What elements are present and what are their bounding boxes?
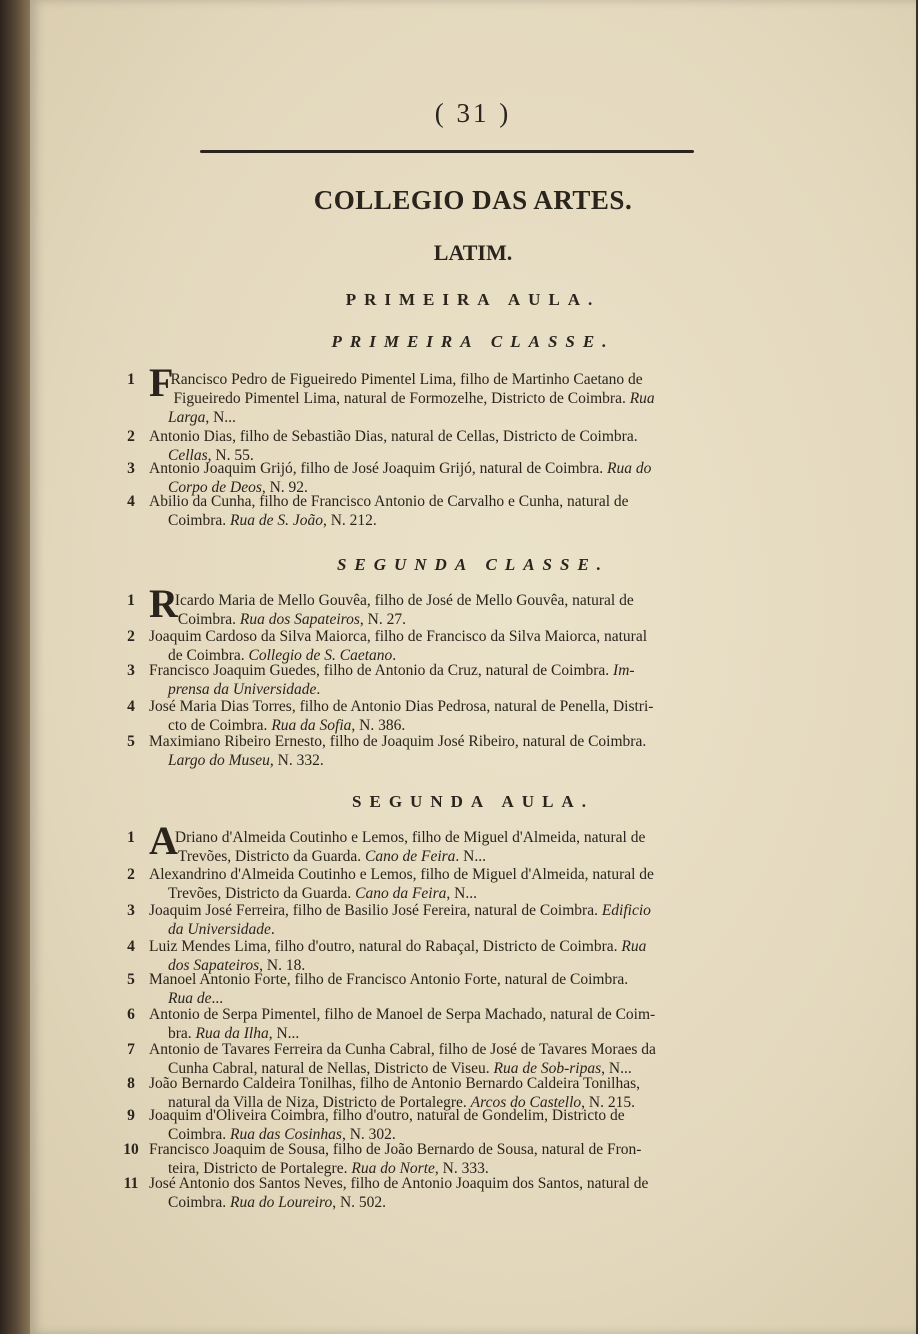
entry-address-1: Rua xyxy=(621,938,647,955)
entry-number: 7 xyxy=(127,1041,135,1058)
entry-address-2: Corpo de Deos xyxy=(168,479,262,496)
entry-line-2-tail: , N. 212. xyxy=(322,512,377,529)
entry-line-2-tail: , N. 332. xyxy=(269,752,324,769)
entry-number: 4 xyxy=(127,493,135,510)
entry-text xyxy=(149,661,764,699)
entry-address-2: Rua da Ilha xyxy=(195,1025,269,1042)
entry-number: 4 xyxy=(127,698,135,715)
section-subtitle: LATIM. xyxy=(433,240,513,265)
drop-cap: F xyxy=(149,360,174,405)
entry-text xyxy=(149,901,764,939)
classe-heading-2: SEGUNDA CLASSE. xyxy=(336,555,610,574)
entry-line-1-text: Antonio de Tavares Ferreira da Cunha Cabral, filho de José de Tavares Moraes da xyxy=(149,1041,656,1058)
entry-line-1 xyxy=(149,1174,764,1193)
entry-line-2-tail: ... xyxy=(211,990,224,1007)
entry-line-2-tail: , N. 502. xyxy=(332,1194,387,1211)
entry-line-2 xyxy=(152,389,764,408)
entry-line-1-text: Driano d'Almeida Coutinho e Lemos, filho de Miguel d'Almeida, natural de xyxy=(174,829,646,846)
entry-address-1: Rua do xyxy=(607,460,652,477)
entry-line-2-tail: , N... xyxy=(446,885,477,902)
entry-number: 9 xyxy=(127,1107,135,1124)
entry-line-1 xyxy=(149,1074,764,1093)
entry-number: 10 xyxy=(123,1141,139,1158)
entry-line-1 xyxy=(149,627,764,646)
entry-number: 3 xyxy=(127,662,135,679)
entry-line-1 xyxy=(149,970,764,989)
entry-text xyxy=(149,627,764,665)
entry-address-2: Rua de xyxy=(168,990,212,1007)
entry-address-2: Rua do Norte xyxy=(351,1160,435,1177)
entry-number: 5 xyxy=(127,733,135,750)
entry-line-1-text: Joaquim d'Oliveira Coimbra, filho d'outro, natural de Gondelim, Districto de xyxy=(149,1107,625,1124)
entry-line-1-text: José Maria Dias Torres, filho de Antonio Dias Pedrosa, natural de Penella, Distri- xyxy=(149,698,654,715)
entry-line-2-tail: , N. 302. xyxy=(341,1126,396,1143)
entry-line-2-tail: , N. 92. xyxy=(261,479,308,496)
entry-line-2-tail: , N... xyxy=(268,1025,300,1042)
entry-address-2: Cano da Feira xyxy=(355,885,447,902)
entry-line-1 xyxy=(149,492,764,511)
entry-number: 2 xyxy=(127,866,135,883)
entry-line-2-prefix: Trevões, Districto da Guarda. xyxy=(168,885,356,902)
entry-line-2-prefix: teira, Districto de Portalegre. xyxy=(168,1160,352,1177)
entry-text xyxy=(149,1005,764,1043)
entry-line-1-text: Antonio Joaquim Grijó, filho de José Joaquim Grijó, natural de Coimbra. xyxy=(149,460,604,477)
entry-line-2-tail: , N. 386. xyxy=(351,717,406,734)
book-page xyxy=(30,0,916,1334)
entry-line-2 xyxy=(152,1193,764,1212)
entry-text xyxy=(149,360,764,427)
entry-address-2: Arcos do Castello xyxy=(470,1094,582,1111)
entry-number: 4 xyxy=(127,938,135,955)
entry-line-1 xyxy=(149,1005,764,1024)
entry-line-2-prefix: Coimbra. xyxy=(168,512,230,529)
entry-line-2-tail: . xyxy=(316,681,321,698)
entry-number: 5 xyxy=(127,971,135,988)
entry-line-1 xyxy=(149,697,764,716)
entry-line-2-prefix: Coimbra. xyxy=(168,1194,230,1211)
entry-text xyxy=(149,581,764,629)
entry-line-3-tail: , N... xyxy=(205,409,236,426)
entry-line-2-tail: , N. 55. xyxy=(207,447,254,464)
drop-cap: A xyxy=(149,818,178,863)
entry-line-2-prefix: natural da Villa de Niza, Districto de Portalegre. xyxy=(168,1094,471,1111)
entry-line-2-tail: . xyxy=(270,921,275,938)
entry-line-1 xyxy=(149,865,764,884)
entry-line-2-tail: . N... xyxy=(455,848,486,865)
entry-number: 1 xyxy=(127,371,135,388)
entry-text xyxy=(149,818,764,866)
entry-line-1-text: Francisco Joaquim de Sousa, filho de João Bernardo de Sousa, natural de Fron- xyxy=(149,1141,642,1158)
entry-address-2: Largo do Museu xyxy=(168,752,270,769)
entry-text xyxy=(149,1174,764,1212)
entry-address-2: da Universidade xyxy=(168,921,271,938)
entry-line-1-text: Joaquim Cardoso da Silva Maiorca, filho de Francisco da Silva Maiorca, natural xyxy=(149,628,648,645)
entry-address-1: Im- xyxy=(613,662,635,679)
entry-address-2: prensa da Universidade xyxy=(168,681,317,698)
entry-address-2: Rua do Loureiro xyxy=(230,1194,333,1211)
entry-address-1: Edificio xyxy=(601,902,651,919)
entry-address-2: Cano de Feira xyxy=(365,848,456,865)
entry-number: 2 xyxy=(127,428,135,445)
entry-text xyxy=(149,732,764,770)
entry-number: 8 xyxy=(127,1075,135,1092)
entry-line-2-tail: , N. 18. xyxy=(259,957,306,974)
entry-number: 11 xyxy=(123,1175,139,1192)
page-title: COLLEGIO DAS ARTES. xyxy=(313,185,633,215)
entry-number: 3 xyxy=(127,460,135,477)
entry-line-1-text: Antonio de Serpa Pimentel, filho de Manoel de Serpa Machado, natural de Coim- xyxy=(149,1006,656,1023)
entry-line-2-tail: , N. 27. xyxy=(359,611,406,628)
entry-number: 1 xyxy=(127,829,135,846)
entry-line-2-tail: , N. 215. xyxy=(581,1094,635,1111)
page-number: ( 31 ) xyxy=(434,98,512,128)
entry-line-1 xyxy=(149,427,764,446)
entry-line-1-text: Maximiano Ribeiro Ernesto, filho de Joaquim José Ribeiro, natural de Coimbra. xyxy=(149,733,647,750)
entry-line-1 xyxy=(149,459,764,478)
entry-text xyxy=(149,1040,764,1078)
entry-text xyxy=(149,970,764,1008)
entry-line-2-prefix: Coimbra. xyxy=(177,611,240,628)
entry-line-2-prefix: Coimbra. xyxy=(168,1126,230,1143)
entry-line-1-text: José Antonio dos Santos Neves, filho de Antonio Joaquim dos Santos, natural de xyxy=(149,1175,649,1192)
entry-line-1 xyxy=(149,901,764,920)
entry-text xyxy=(149,1106,764,1144)
drop-cap: R xyxy=(149,581,178,626)
entry-line-1-text: Joaquim José Ferreira, filho de Basilio José Fereira, natural de Coimbra. xyxy=(149,902,598,919)
aula-heading-2: SEGUNDA AULA. xyxy=(352,792,594,811)
entry-line-1-text: Manoel Antonio Forte, filho de Francisco Antonio Forte, natural de Coimbra. xyxy=(149,971,629,988)
entry-line-2 xyxy=(152,847,764,866)
entry-line-2-prefix: de Coimbra. xyxy=(168,647,249,664)
entry-line-2-prefix: Trevões, Districto da Guarda. xyxy=(177,848,366,865)
entry-address-2: Rua das Cosinhas xyxy=(230,1126,342,1143)
entry-line-1-text: Luiz Mendes Lima, filho d'outro, natural do Rabaçal, Districto de Coimbra. xyxy=(149,938,618,955)
aula-heading-1: PRIMEIRA AULA. xyxy=(345,290,601,309)
entry-address-3: Larga xyxy=(168,409,206,426)
entry-line-1-text: Icardo Maria de Mello Gouvêa, filho de José de Mello Gouvêa, natural de xyxy=(174,592,634,609)
entry-line-2-tail: , N... xyxy=(601,1060,632,1077)
entry-line-1-text: Abilio da Cunha, filho de Francisco Antonio de Carvalho e Cunha, natural de xyxy=(149,493,629,510)
entry-line-1 xyxy=(149,1140,764,1159)
entry-line-2-prefix: bra. xyxy=(168,1025,196,1042)
entry-line-2-prefix: cto de Coimbra. xyxy=(168,717,272,734)
entry-address-2: Collegio de S. Caetano xyxy=(248,647,393,664)
entry-text xyxy=(149,697,764,735)
entry-address-2: Rua de S. João xyxy=(230,512,323,529)
entry-number: 6 xyxy=(127,1006,135,1023)
entry-address-2: Rua dos Sapateiros xyxy=(239,611,360,628)
entry-address-2: Rua de Sob-ripas xyxy=(493,1060,602,1077)
entry-line-3 xyxy=(152,408,764,427)
entry-number: 1 xyxy=(127,592,135,609)
entry-line-1 xyxy=(149,1040,764,1059)
entry-address-2: Rua xyxy=(629,390,655,407)
entry-line-2-tail: , N. 333. xyxy=(434,1160,489,1177)
entry-line-2-tail: . xyxy=(392,647,397,664)
entry-number: 3 xyxy=(127,902,135,919)
entry-line-1 xyxy=(149,937,764,956)
book-binding xyxy=(0,0,30,1334)
entry-line-1-text: Antonio Dias, filho de Sebastião Dias, natural de Cellas, Districto de Coimbra. xyxy=(149,428,638,445)
entry-line-1-text: Francisco Joaquim Guedes, filho de Antonio da Cruz, natural de Coimbra. xyxy=(149,662,610,679)
entry-line-1-text: Alexandrino d'Almeida Coutinho e Lemos, filho de Miguel d'Almeida, natural de xyxy=(149,866,654,883)
entry-text xyxy=(149,865,764,903)
entry-address-2: dos Sapateiros xyxy=(168,957,260,974)
entry-text xyxy=(149,492,764,530)
header-rule xyxy=(200,150,694,153)
classe-heading-1: PRIMEIRA CLASSE. xyxy=(331,332,615,351)
entry-number: 2 xyxy=(127,628,135,645)
entry-address-2: Rua da Sofia xyxy=(271,717,352,734)
entry-line-1-text: Rancisco Pedro de Figueiredo Pimentel Lima, filho de Martinho Caetano de xyxy=(170,371,643,388)
entry-line-1 xyxy=(149,1106,764,1125)
entry-line-1 xyxy=(149,732,764,751)
entry-line-2 xyxy=(152,751,764,770)
entry-line-2-text: Figueiredo Pimentel Lima, natural de Formozelhe, Districto de Coimbra. xyxy=(173,390,630,407)
entry-address-2: Cellas xyxy=(168,447,208,464)
entry-line-1 xyxy=(149,661,764,680)
entry-text xyxy=(149,1140,764,1178)
entry-line-2 xyxy=(152,511,764,530)
entry-line-1-text: João Bernardo Caldeira Tonilhas, filho de Antonio Bernardo Caldeira Tonilhas, xyxy=(149,1075,640,1092)
entry-line-2-prefix: Cunha Cabral, natural de Nellas, Districto de Viseu. xyxy=(168,1060,494,1077)
